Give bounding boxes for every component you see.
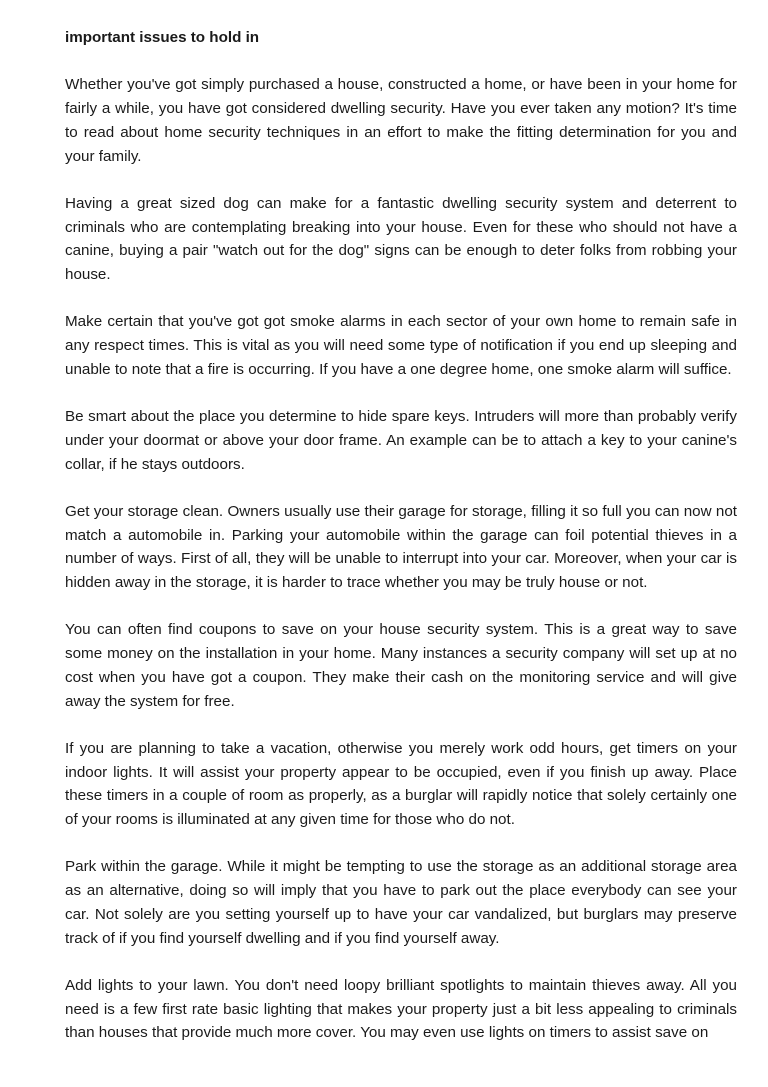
paragraph-home-security-intro: Whether you've got simply purchased a house, constructed a home, or have been in your home for fairly a while, you have got considered dwelling security. Have you ever taken any motion? It's time to read about home security techniques in an effort to make the fitting determination for you and your family. bbox=[65, 76, 737, 165]
document-page bbox=[65, 26, 737, 1069]
document-heading: important issues to hold in bbox=[65, 29, 260, 46]
paragraph-dog-deterrent: Having a great sized dog can make for a fantastic dwelling security system and deterrent to criminals who are contemplating breaking into your house. Even for these who should not have a canine, buying a pair "watch out for the dog" signs can be enough to deter folks from robbing your house. bbox=[65, 194, 737, 283]
paragraph-park-in-garage: Park within the garage. While it might be tempting to use the storage as an additional storage area as an alternative, doing so will imply that you have to park out the place everybody can see your car. Not solely are you setting yourself up to have your car vandalized, but burglars may preserve track of if you find yourself dwelling and if you find yourself away. bbox=[65, 858, 737, 947]
paragraph-light-timers: If you are planning to take a vacation, otherwise you merely work odd hours, get timers on your indoor lights. It will assist your property appear to be occupied, even if you finish up away. Place these timers in a couple of room as properly, as a burglar will rapidly notice that solely certainly one of your rooms is illuminated at any given time for those who do not. bbox=[65, 739, 737, 829]
paragraph-spare-keys: Be smart about the place you determine to hide spare keys. Intruders will more than probably verify under your doormat or above your door frame. An example can be to attach a key to your canine's collar, if he stays outdoors. bbox=[65, 408, 737, 473]
paragraph-garage-storage: Get your storage clean. Owners usually use their garage for storage, filling it so full you can now not match a automobile in. Parking your automobile within the garage can foil potential thieves in a number of ways. First of all, they will be unable to interrupt into your car. Moreover, when your car is hidden away in the storage, it is harder to trace whether you may be truly house or not. bbox=[65, 502, 737, 592]
paragraph-smoke-alarms: Make certain that you've got got smoke alarms in each sector of your own home to remain safe in any respect times. This is vital as you will need some type of notification if you end up sleeping and unable to note that a fire is occurring. If you have a one degree home, one smoke alarm will suffice. bbox=[65, 313, 737, 378]
paragraph-lawn-lights: Add lights to your lawn. You don't need loopy brilliant spotlights to maintain thieves away. All you need is a few first rate basic lighting that makes your property just a bit less appealing to criminals than houses that provide much more cover. You may even use lights on timers to assist save on bbox=[65, 976, 737, 1042]
paragraph-coupons: You can often find coupons to save on your house security system. This is a great way to save some money on the installation in your home. Many instances a security company will set up at no cost when you have got a coupon. They make their cash on the monitoring service and will give away the system for free. bbox=[65, 621, 737, 710]
